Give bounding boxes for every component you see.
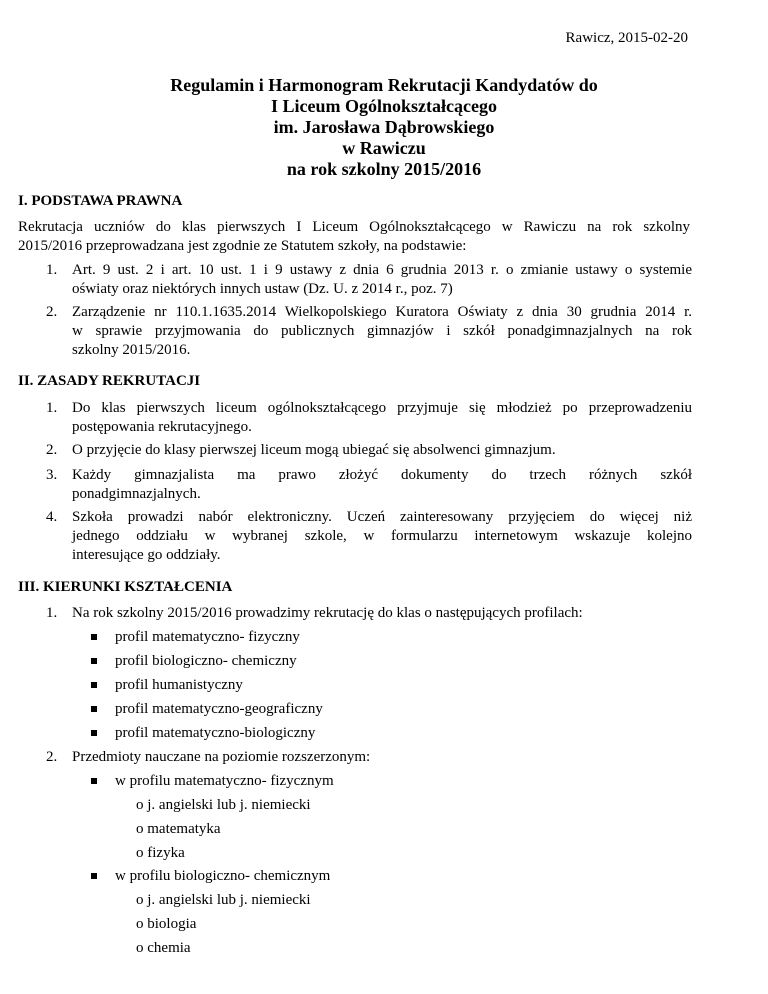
document-date: Rawicz, 2015-02-20 — [565, 30, 688, 46]
document-title — [0, 75, 768, 180]
paragraph-line: 2015/2016 przeprowadzana jest zgodnie ze Statutem szkoły, na podstawie: — [18, 238, 467, 254]
list-line: Przedmioty nauczane na poziomie rozszerzonym: — [72, 749, 371, 765]
square-bullet-icon — [91, 730, 97, 736]
list-line: Do klas pierwszych liceum ogólnokształcącego przyjmuje się młodzież po przeprowadzeniu — [72, 400, 692, 416]
list-number: 1. — [46, 605, 58, 621]
list-line: Na rok szkolny 2015/2016 prowadzimy rekrutację do klas o następujących profilach: — [72, 605, 583, 621]
list-number: 3. — [46, 467, 58, 483]
section-intro-paragraph — [18, 218, 690, 256]
profile-name: profil biologiczno- chemiczny — [115, 653, 297, 669]
subject-item: o chemia — [136, 940, 191, 956]
profile-name: profil matematyczno- fizyczny — [115, 629, 300, 645]
list-line: jednego oddziału w wybranej szkole, w formularzu internetowym wskazuje kolejno — [72, 528, 692, 544]
list-line: Zarządzenie nr 110.1.1635.2014 Wielkopolskiego Kuratora Oświaty z dnia 30 grudnia 2014 r. — [72, 304, 692, 320]
list-line: w sprawie przyjmowania do publicznych gimnazjów i szkół ponadgimnazjalnych na rok — [72, 323, 692, 339]
list-line: postępowania rekrutacyjnego. — [72, 419, 252, 435]
list-number: 2. — [46, 442, 58, 458]
subject-item: o biologia — [136, 916, 197, 932]
profile-label: w profilu biologiczno- chemicznym — [115, 868, 331, 884]
title-line: I Liceum Ogólnokształcącego — [271, 96, 497, 116]
list-line: interesujące go oddziały. — [72, 547, 221, 563]
list-line: szkolny 2015/2016. — [72, 342, 191, 358]
square-bullet-icon — [91, 658, 97, 664]
profile-label: w profilu matematyczno- fizycznym — [115, 773, 334, 789]
square-bullet-icon — [91, 634, 97, 640]
subject-item: o j. angielski lub j. niemiecki — [136, 892, 311, 908]
title-line: Regulamin i Harmonogram Rekrutacji Kandydatów do — [170, 75, 598, 95]
list-number: 4. — [46, 509, 58, 525]
subject-item: o j. angielski lub j. niemiecki — [136, 797, 311, 813]
list-line: Art. 9 ust. 2 i art. 10 ust. 1 i 9 ustawy z dnia 6 grudnia 2013 r. o zmianie ustawy o systemie — [72, 262, 692, 278]
paragraph-line: Rekrutacja uczniów do klas pierwszych I Liceum Ogólnokształcącego w Rawiczu na rok szkolny — [18, 219, 690, 235]
title-line: w Rawiczu — [342, 138, 426, 158]
title-line: im. Jarosława Dąbrowskiego — [273, 117, 495, 137]
list-line: ponadgimnazjalnych. — [72, 486, 201, 502]
profile-name: profil humanistyczny — [115, 677, 243, 693]
square-bullet-icon — [91, 778, 97, 784]
square-bullet-icon — [91, 706, 97, 712]
list-number: 2. — [46, 749, 58, 765]
square-bullet-icon — [91, 682, 97, 688]
square-bullet-icon — [91, 873, 97, 879]
profile-name: profil matematyczno-geograficzny — [115, 701, 323, 717]
list-line: Szkoła prowadzi nabór elektroniczny. Uczeń zainteresowany przyjęciem do więcej niż — [72, 509, 692, 525]
list-line: O przyjęcie do klasy pierwszej liceum mogą ubiegać się absolwenci gimnazjum. — [72, 442, 556, 458]
list-number: 1. — [46, 262, 58, 278]
section-heading-recruitment-rules: II. ZASADY REKRUTACJI — [18, 373, 201, 389]
profile-name: profil matematyczno-biologiczny — [115, 725, 316, 741]
subject-item: o fizyka — [136, 845, 185, 861]
section-heading-education-profiles: III. KIERUNKI KSZTAŁCENIA — [18, 579, 233, 595]
list-line: oświaty oraz niektórych innych ustaw (Dz. U. z 2014 r., poz. 7) — [72, 281, 453, 297]
list-number: 1. — [46, 400, 58, 416]
title-line: na rok szkolny 2015/2016 — [286, 159, 482, 179]
list-line: Każdy gimnazjalista ma prawo złożyć dokumenty do trzech różnych szkół — [72, 467, 692, 483]
list-number: 2. — [46, 304, 58, 320]
subject-item: o matematyka — [136, 821, 221, 837]
section-heading-legal-basis: I. PODSTAWA PRAWNA — [18, 193, 183, 209]
